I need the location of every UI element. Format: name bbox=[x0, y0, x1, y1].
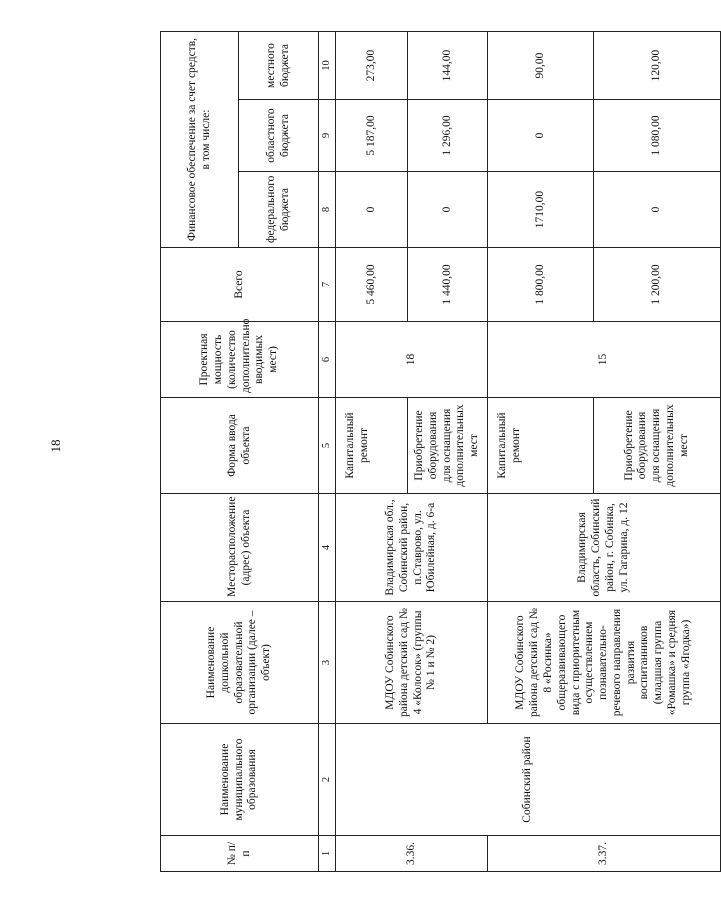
municipality-cell: Собинский район bbox=[336, 724, 721, 836]
local-cell: 144,00 bbox=[408, 32, 488, 100]
form-cell: Приобретение оборудования для оснащения дополнительных мест bbox=[408, 398, 488, 494]
capacity-cell: 18 bbox=[336, 322, 488, 398]
header-financing-group: Финансовое обеспечение за счет средств, в том числе: bbox=[161, 32, 239, 248]
form-cell: Капитальный ремонт bbox=[336, 398, 408, 494]
column-number: 8 bbox=[319, 172, 336, 248]
header-regional: областного бюджета bbox=[239, 100, 319, 172]
federal-cell: 0 bbox=[408, 172, 488, 248]
header-address: Месторасположение (адрес) объекта bbox=[161, 494, 319, 602]
column-number: 6 bbox=[319, 322, 336, 398]
form-cell: Капитальный ремонт bbox=[488, 398, 594, 494]
column-number: 7 bbox=[319, 248, 336, 322]
table-row bbox=[336, 32, 408, 872]
row-number: 3.36. bbox=[336, 836, 488, 872]
row-number: 3.37. bbox=[488, 836, 721, 872]
address-cell: Владимирская обл., Собинский район, п.Ставрово, ул. Юбилейная, д. 6-а bbox=[336, 494, 488, 602]
header-form: Форма ввода объекта bbox=[161, 398, 319, 494]
local-cell: 273,00 bbox=[336, 32, 408, 100]
column-number: 5 bbox=[319, 398, 336, 494]
column-number: 1 bbox=[319, 836, 336, 872]
column-number: 4 bbox=[319, 494, 336, 602]
organization-cell: МДОУ Собинского района детский сад № 4 «Колосок» (группы № 1 и № 2) bbox=[336, 602, 488, 724]
header-total: Всего bbox=[161, 248, 319, 322]
regional-cell: 0 bbox=[488, 100, 594, 172]
header-capacity: Проектная мощность (количество дополнительно вводимых мест) bbox=[161, 322, 319, 398]
header-num: № п/п bbox=[161, 836, 319, 872]
regional-cell: 5 187,00 bbox=[336, 100, 408, 172]
federal-cell: 0 bbox=[594, 172, 721, 248]
total-cell: 1 800,00 bbox=[488, 248, 594, 322]
regional-cell: 1 296,00 bbox=[408, 100, 488, 172]
total-cell: 1 440,00 bbox=[408, 248, 488, 322]
local-cell: 120,00 bbox=[594, 32, 721, 100]
address-cell: Владимирская область, Собинский район, г. Собинка, ул. Гагарина, д. 12 bbox=[488, 494, 721, 602]
total-cell: 5 460,00 bbox=[336, 248, 408, 322]
organization-cell: МДОУ Собинского района детский сад № 8 «Росинка» общеразвивающего вида с приоритетным осуществлением познавательно-речевого направления развития воспитанников (младшая группа «Ромашка» и средняя группа «Ягодка») bbox=[488, 602, 721, 724]
rotated-table-container bbox=[160, 32, 720, 872]
header-federal: федерального бюджета bbox=[239, 172, 319, 248]
column-number: 9 bbox=[319, 100, 336, 172]
federal-cell: 1710,00 bbox=[488, 172, 594, 248]
regional-cell: 1 080,00 bbox=[594, 100, 721, 172]
header-row-1 bbox=[161, 32, 239, 872]
column-number: 3 bbox=[319, 602, 336, 724]
header-local: местного бюджета bbox=[239, 32, 319, 100]
header-organization: Наименование дошкольной образовательной организации (далее – объект) bbox=[161, 602, 319, 724]
funding-table bbox=[160, 31, 721, 872]
capacity-cell: 15 bbox=[488, 322, 721, 398]
federal-cell: 0 bbox=[336, 172, 408, 248]
column-number-row bbox=[319, 32, 336, 872]
column-number: 10 bbox=[319, 32, 336, 100]
local-cell: 90,00 bbox=[488, 32, 594, 100]
total-cell: 1 200,00 bbox=[594, 248, 721, 322]
page-number: 18 bbox=[48, 439, 63, 453]
form-cell: Приобретение оборудования для оснащения дополнительных мест bbox=[594, 398, 721, 494]
header-municipality: Наименование муниципального образования bbox=[161, 724, 319, 836]
column-number: 2 bbox=[319, 724, 336, 836]
